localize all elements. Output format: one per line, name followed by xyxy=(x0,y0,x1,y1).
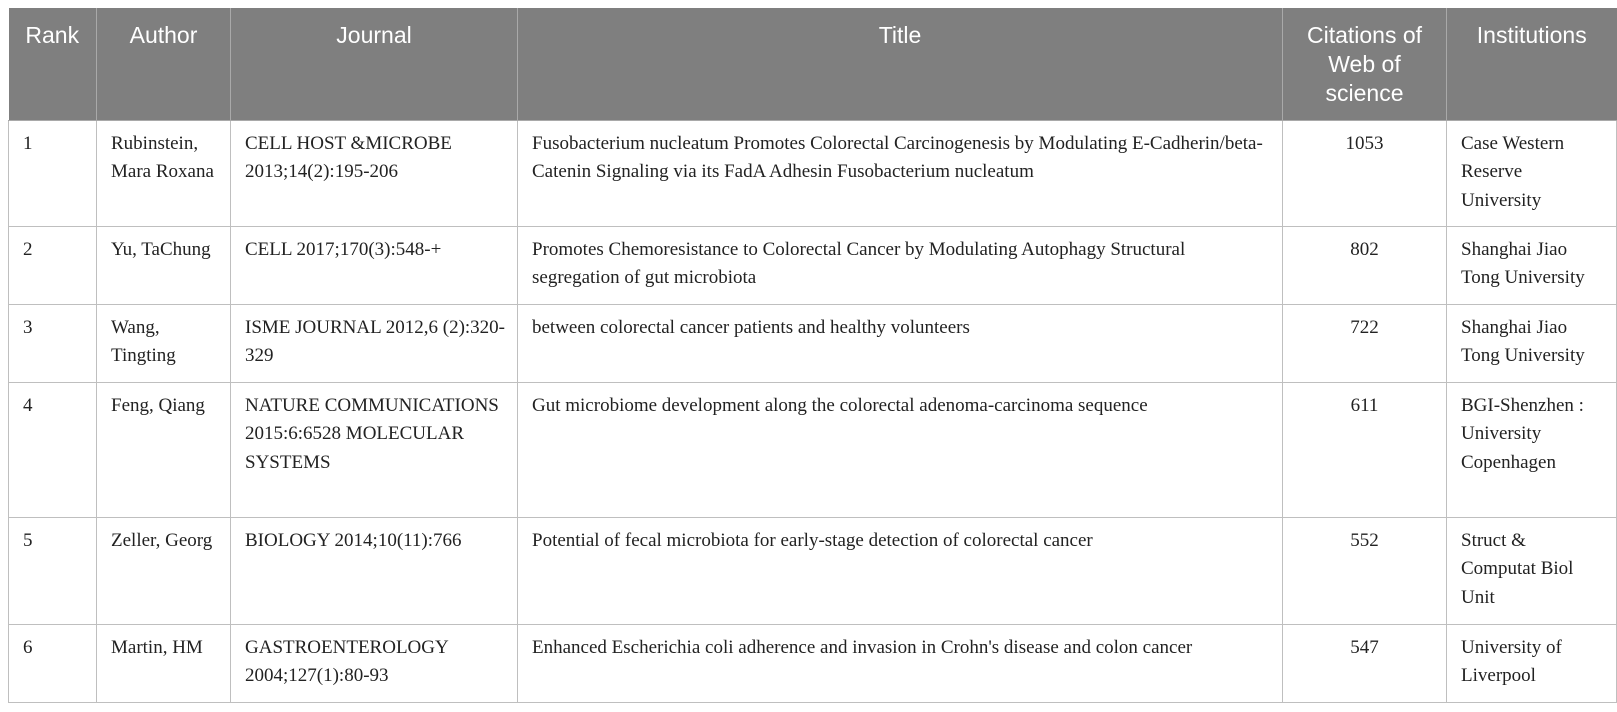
cell-title: Gut microbiome development along the colorectal adenoma-carcinoma sequence xyxy=(518,382,1283,517)
cell-title: Potential of fecal microbiota for early-stage detection of colorectal cancer xyxy=(518,517,1283,624)
cell-author: Wang, Tingting xyxy=(97,304,231,382)
cell-institution: University of Liverpool xyxy=(1447,624,1617,702)
cell-citations: 1053 xyxy=(1283,120,1447,226)
citation-table-container xyxy=(8,8,1587,703)
header-title: Title xyxy=(518,8,1283,120)
cell-rank: 2 xyxy=(9,226,97,304)
cell-journal: BIOLOGY 2014;10(11):766 xyxy=(231,517,518,624)
table-body xyxy=(9,120,1617,702)
table-row xyxy=(9,624,1617,702)
cell-institution: Case Western Reserve University xyxy=(1447,120,1617,226)
cell-institution: Shanghai Jiao Tong University xyxy=(1447,304,1617,382)
cell-rank: 1 xyxy=(9,120,97,226)
cell-journal: GASTROENTEROLOGY 2004;127(1):80-93 xyxy=(231,624,518,702)
cell-title: between colorectal cancer patients and healthy volunteers xyxy=(518,304,1283,382)
header-author: Author xyxy=(97,8,231,120)
cell-journal: CELL 2017;170(3):548-+ xyxy=(231,226,518,304)
cell-journal: ISME JOURNAL 2012,6 (2):320-329 xyxy=(231,304,518,382)
cell-rank: 4 xyxy=(9,382,97,517)
cell-author: Martin, HM xyxy=(97,624,231,702)
table-row xyxy=(9,382,1617,517)
cell-institution: BGI-Shenzhen : University Copenhagen xyxy=(1447,382,1617,517)
cell-citations: 552 xyxy=(1283,517,1447,624)
cell-rank: 3 xyxy=(9,304,97,382)
cell-title: Fusobacterium nucleatum Promotes Colorectal Carcinogenesis by Modulating E-Cadherin/beta-Catenin Signaling via its FadA Adhesin Fusobacterium nucleatum xyxy=(518,120,1283,226)
header-citations: Citations of Web of science xyxy=(1283,8,1447,120)
table-row xyxy=(9,517,1617,624)
cell-author: Feng, Qiang xyxy=(97,382,231,517)
table-header xyxy=(9,8,1617,120)
cell-citations: 722 xyxy=(1283,304,1447,382)
header-institutions: Institutions xyxy=(1447,8,1617,120)
cell-title: Enhanced Escherichia coli adherence and invasion in Crohn's disease and colon cancer xyxy=(518,624,1283,702)
cell-citations: 802 xyxy=(1283,226,1447,304)
cell-rank: 5 xyxy=(9,517,97,624)
cell-institution: Shanghai Jiao Tong University xyxy=(1447,226,1617,304)
cell-journal: NATURE COMMUNICATIONS 2015:6:6528 MOLECULAR SYSTEMS xyxy=(231,382,518,517)
cell-title: Promotes Chemoresistance to Colorectal Cancer by Modulating Autophagy Structural segregation of gut microbiota xyxy=(518,226,1283,304)
cell-citations: 611 xyxy=(1283,382,1447,517)
header-rank: Rank xyxy=(9,8,97,120)
cell-institution: Struct & Computat Biol Unit xyxy=(1447,517,1617,624)
table-row xyxy=(9,304,1617,382)
table-row xyxy=(9,120,1617,226)
cell-citations: 547 xyxy=(1283,624,1447,702)
table-row xyxy=(9,226,1617,304)
cell-author: Yu, TaChung xyxy=(97,226,231,304)
header-row xyxy=(9,8,1617,120)
cell-author: Zeller, Georg xyxy=(97,517,231,624)
cell-author: Rubinstein, Mara Roxana xyxy=(97,120,231,226)
cell-journal: CELL HOST &MICROBE 2013;14(2):195-206 xyxy=(231,120,518,226)
header-journal: Journal xyxy=(231,8,518,120)
cell-rank: 6 xyxy=(9,624,97,702)
top-cited-papers-table xyxy=(8,8,1617,703)
